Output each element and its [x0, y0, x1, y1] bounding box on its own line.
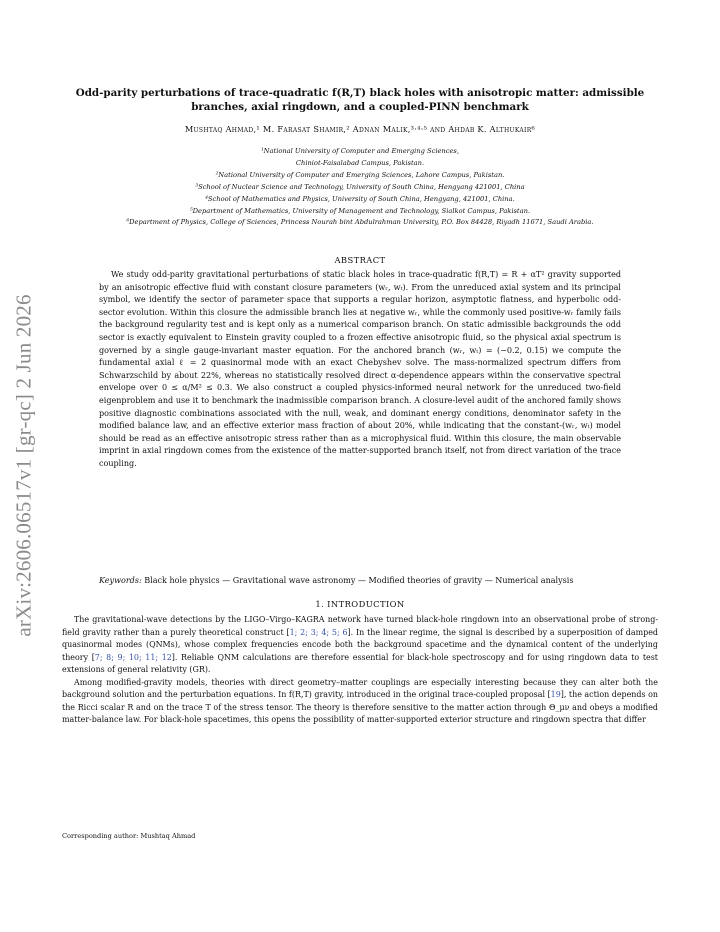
corresponding-author-footnote: Corresponding author: Mushtaq Ahmad: [62, 832, 196, 840]
intro-p1-text-a: The gravitational-wave detections by the LIGO–Virgo–KAGRA network have turned black-hole ringdown into an observational probe of strong-field gravity rather than a purely theoretical construct [: [62, 615, 658, 637]
affiliation-1b: Chiniot-Faisalabad Campus, Pakistan.: [295, 158, 425, 167]
keywords: [99, 574, 621, 588]
citation-link[interactable]: 1; 2; 3; 4; 5; 6: [289, 627, 348, 637]
abstract-heading: ABSTRACT: [334, 255, 386, 265]
keywords-label: Keywords:: [99, 576, 142, 585]
affiliation-3: ³School of Nuclear Science and Technology, University of South China, Hengyang 421001, China: [195, 182, 525, 191]
affiliation-6: ⁶Department of Physics, College of Sciences, Princess Nourah bint Abdulrahman University, P.O. Box 84428, Riyadh 11671, Saudi Arabia.: [126, 218, 594, 227]
section-heading-introduction: 1. INTRODUCTION: [315, 599, 405, 609]
arxiv-watermark: [0, 270, 48, 660]
affiliation-4: ⁴School of Mathematics and Physics, University of South China, Hengyang, 421001, China.: [205, 194, 515, 203]
intro-p1-text-c: ]. Reliable QNM calculations are therefore essential for black-hole spectroscopy and for using ringdown data to test extensions of general relativity (GR).: [62, 652, 658, 674]
intro-paragraph-1: [62, 614, 658, 677]
arxiv-id: arXiv:2606.06517v1 [gr-qc] 2 Jun 2026: [11, 293, 36, 637]
introduction-body: [62, 614, 658, 727]
citation-link[interactable]: 19: [550, 690, 561, 699]
keywords-list: Black hole physics — Gravitational wave astronomy — Modified theories of gravity — Numerical analysis: [144, 576, 574, 585]
affiliations: [40, 146, 680, 229]
intro-p2-text-a: Among modified-gravity models, theories with direct geometry–matter couplings are especially interesting because they can alter both the background solution and the perturbation equations. In f(R,T) gravity, introduced in the original trace-coupled proposal [: [62, 677, 658, 699]
citation-link[interactable]: 7; 8; 9; 10; 11; 12: [94, 652, 172, 662]
paper-title: Odd-parity perturbations of trace-quadratic f(R,T) black holes with anisotropic matter: admissible branches, axial ringdown, and a coupled-PINN benchmark: [75, 87, 645, 113]
intro-p2-text-b: ], the action depends on the Ricci scalar R and on the trace T of the stress tensor. The theory is therefore sensitive to the matter action through Θ_μν and obeys a modified matter-balance law. For black-hole spacetimes, this opens the possibility of matter-supported exterior structure and ringdown spectra that differ: [62, 690, 658, 724]
affiliation-1a: ¹National University of Computer and Emerging Sciences,: [261, 147, 459, 155]
abstract-text: We study odd-parity gravitational perturbations of static black holes in trace-quadratic f(R,T) = R + αT² gravity supported by an anisotropic effective fluid with constant closure parameters (wᵣ, wₜ). From the unreduced axial system and its principal symbol, we identify the sector of parameter space that supports a regular horizon, asymptotic flatness, and hyperbolic odd-sector evolution. Within this closure the admissible branch lies at negative wᵣ, while the commonly used positive-wᵣ family fails the background regularity test and is kept only as a numerical comparison branch. On static admissible backgrounds the odd sector is exactly equivalent to Einstein gravity coupled to a frozen effective anisotropic fluid, so the physical axial spectrum is governed by a single gauge-invariant master equation. For the anchored branch (wᵣ, wₜ) = (−0.2, 0.15) we compute the fundamental axial ℓ = 2 quasinormal mode with an exact Chebyshev solve. The mass-normalized spectrum differs from Schwarzschild by about 22%, whereas no statistically resolved direct α-dependence appears within the conservative spectral envelope over 0 ≤ α/M² ≤ 0.3. We also construct a coupled physics-informed neural network for the unreduced two-field eigenproblem and use it to benchmark the inadmissible comparison branch. A closure-level audit of the anchored family shows positive diagnostic combinations associated with the null, weak, and dominant energy conditions, denominator safety in the modified balance law, and an effective exterior mass fraction of about 20%, while indicating that the constant-(wᵣ, wₜ) model should be read as an effective anisotropic stress rather than as a microphysical fluid. Within this closure, the main observable imprint in axial ringdown comes from the existence of the matter-supported branch itself, not from direct variation of the trace coupling.: [99, 270, 621, 468]
intro-p1-text-b: ]. In the linear regime, the signal is described by a superposition of damped quasinormal modes (QNMs), whose complex frequencies encode both the background spacetime and the dynamical content of the underlying theory [: [62, 627, 658, 662]
affiliation-2: ²National University of Computer and Emerging Sciences, Lahore Campus, Pakistan.: [215, 170, 505, 179]
intro-paragraph-2: [62, 677, 658, 727]
affiliation-5: ⁵Department of Mathematics, University of Management and Technology, Sialkot Campus, Pakistan.: [189, 206, 531, 215]
author-list: Mushtaq Ahmad,¹ M. Farasat Shamir,² Adnan Malik,³·⁴·⁵ and Ahdab K. Althukair⁶: [184, 124, 536, 134]
